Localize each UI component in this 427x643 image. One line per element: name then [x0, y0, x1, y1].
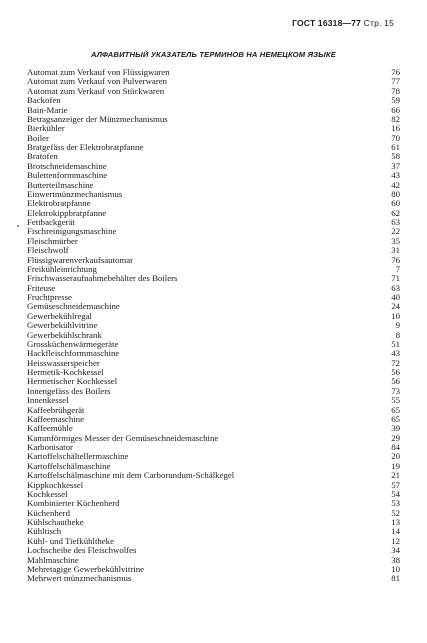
index-term: Bratofen	[27, 152, 58, 162]
index-term: Betragsanzeiger der Münzmechanismus	[27, 114, 168, 124]
index-term: Kühlschautheke	[27, 518, 84, 527]
index-entry	[27, 77, 400, 86]
index-term: Kaffeemühle	[27, 424, 73, 434]
index-entry	[27, 546, 400, 555]
index-page-number: 71	[391, 273, 400, 284]
index-entry	[27, 302, 400, 311]
index-page-number: 39	[391, 423, 400, 434]
index-page-number: 63	[391, 217, 400, 227]
index-entry	[27, 321, 400, 330]
index-entry	[27, 565, 400, 574]
index-page-number: 59	[391, 95, 400, 106]
index-page-number: 62	[391, 207, 400, 218]
index-term: Bain-Marie	[27, 105, 68, 115]
index-term: Grossküchenwärmegeräte	[27, 339, 119, 349]
index-entry	[27, 246, 400, 255]
index-page-number: 38	[391, 554, 400, 565]
index-entry	[27, 443, 400, 452]
index-entry	[27, 218, 400, 227]
index-term: Gewerbekühlvitrine	[27, 321, 98, 331]
index-page-number: 24	[391, 301, 400, 312]
page-header	[292, 18, 394, 28]
index-entry	[27, 471, 400, 480]
index-term: Kartoffelschälmaschine mit dem Carborundum-Schälkegel	[27, 471, 235, 481]
index-term: Heisswasserspeicher	[27, 358, 100, 368]
index-term: Gemüseschneidemaschine	[27, 302, 120, 312]
index-page-number: 76	[391, 67, 400, 77]
index-page-number: 29	[391, 432, 400, 443]
index-term: Butterteilmaschine	[27, 180, 94, 190]
index-term: Elektrobratpfanne	[27, 199, 91, 209]
index-term: Fruchtpresse	[27, 293, 72, 302]
index-page-number: 8	[395, 329, 400, 340]
index-term: Innengefäss des Boilers	[27, 386, 111, 396]
index-entry	[27, 115, 400, 124]
index-term: Freikühleinrichtung	[27, 264, 97, 274]
index-page-number: 55	[391, 395, 400, 406]
index-page-number: 65	[391, 404, 400, 415]
index-page-number: 56	[391, 367, 400, 377]
index-term: Bulettenformmaschine	[27, 171, 108, 181]
index-page-number: 76	[391, 254, 400, 265]
index-term: Automat zum Verkauf von Pulverwaren	[27, 77, 168, 87]
index-page-number: 35	[391, 235, 400, 246]
index-page-number: 21	[391, 470, 400, 481]
index-term: Elektrokippbratpfanne	[27, 208, 107, 218]
index-term: Kartoffelschälmaschine	[27, 461, 111, 471]
index-term: Fleischwolf	[27, 246, 69, 256]
index-entry	[27, 368, 400, 377]
index-page-number: 70	[391, 132, 400, 143]
index-term: Einwertmünzmechanismus	[27, 189, 123, 199]
index-term: Kaffeebrühgerät	[27, 405, 85, 415]
index-entry	[27, 481, 400, 490]
index-page-number: 78	[391, 85, 400, 96]
index-term: Kühltisch	[27, 527, 62, 537]
index-entry	[27, 537, 400, 546]
index-entry	[27, 499, 400, 508]
index-page-number: 82	[391, 113, 400, 124]
index-term: Mahlmaschine	[27, 555, 79, 565]
index-term: Kippkochkessel	[27, 480, 84, 490]
index-entry	[27, 87, 400, 96]
index-entry	[27, 256, 400, 265]
index-page-number: 51	[391, 338, 400, 349]
index-entry	[27, 312, 400, 321]
index-entry	[27, 434, 400, 443]
index-term: Boiler	[27, 133, 49, 143]
index-term: Gewerbekühlregal	[27, 311, 92, 321]
index-term: Kaffeemaschine	[27, 414, 84, 424]
index-entry	[27, 340, 400, 349]
index-entry	[27, 490, 400, 499]
index-page-number: 52	[391, 507, 400, 518]
index-entry	[27, 181, 400, 190]
index-term: Karbonisator	[27, 443, 73, 452]
index-entry	[27, 199, 400, 208]
index-page-number: 56	[391, 376, 400, 387]
index-entry	[27, 162, 400, 171]
index-entry	[27, 349, 400, 358]
index-page-number: 10	[391, 310, 400, 321]
index-entry	[27, 227, 400, 236]
index-entry	[27, 134, 400, 143]
index-entry	[27, 293, 400, 302]
index-entry	[27, 396, 400, 405]
index-entry	[27, 237, 400, 246]
index-page-number: 53	[391, 498, 400, 509]
index-page-number: 22	[391, 226, 400, 237]
page-number: Стр. 15	[363, 18, 394, 28]
index-page-number: 13	[391, 517, 400, 527]
index-term: Innenkessel	[27, 396, 69, 406]
index-page-number: 19	[391, 460, 400, 471]
index-page-number: 84	[391, 442, 400, 452]
index-page-number: 43	[391, 170, 400, 181]
index-page-number: 20	[391, 451, 400, 462]
index-entry	[27, 284, 400, 293]
index-term: Gewerbekühlschrank	[27, 330, 102, 340]
index-term: Bratgefäss der Elektrobratpfanne	[27, 143, 144, 152]
index-entry	[27, 331, 400, 340]
index-page-number: 57	[391, 479, 400, 490]
index-page-number: 42	[391, 179, 400, 190]
term-index-list	[27, 68, 400, 584]
index-entry	[27, 556, 400, 565]
index-entry	[27, 152, 400, 161]
index-page-number: 12	[391, 535, 400, 546]
index-entry	[27, 106, 400, 115]
index-entry	[27, 359, 400, 368]
index-page-number: 16	[391, 123, 400, 134]
index-page-number: 31	[391, 245, 400, 256]
index-page-number: 60	[391, 198, 400, 209]
index-entry	[27, 462, 400, 471]
index-term: Frischwasseraufnahmebehälter des Boilers	[27, 274, 178, 284]
margin-mark	[17, 225, 19, 227]
index-entry	[27, 209, 400, 218]
index-entry	[27, 574, 400, 583]
index-term: Kammförmiges Messer der Gemüseschneidemaschine	[27, 433, 219, 443]
index-term: Bierkühler	[27, 124, 65, 134]
index-page-number: 72	[391, 357, 400, 368]
index-term: Flüssigwarenverkaufsautomat	[27, 255, 133, 265]
index-entry	[27, 424, 400, 433]
standard-number: ГОСТ 16318—77	[292, 18, 362, 28]
index-page-number: 10	[391, 563, 400, 574]
index-term: Kartoffelschältellermaschine	[27, 452, 129, 462]
index-term: Backofen	[27, 96, 61, 106]
index-entry	[27, 387, 400, 396]
index-entry	[27, 68, 400, 77]
index-term: Fettbackgerät	[27, 218, 75, 227]
index-entry	[27, 415, 400, 424]
index-term: Kombinierter Küchenherd	[27, 499, 120, 509]
index-term: Brotschneidemaschine	[27, 161, 107, 171]
index-page-number: 66	[391, 104, 400, 115]
index-entry	[27, 377, 400, 386]
index-page-number: 81	[391, 573, 400, 584]
index-page-number: 63	[391, 282, 400, 293]
index-term: Fischreinigungsmaschine	[27, 227, 117, 237]
index-term: Automat zum Verkauf von Flüssigwaren	[27, 68, 170, 77]
index-term: Automat zum Verkauf von Stückwaren	[27, 86, 165, 96]
index-page-number: 58	[391, 151, 400, 162]
index-entry	[27, 265, 400, 274]
index-entry	[27, 406, 400, 415]
index-term: Kühl- und Tiefkühltheke	[27, 536, 114, 546]
index-entry	[27, 518, 400, 527]
index-page-number: 7	[395, 263, 400, 274]
index-term: Mehretagige Gewerbekühlvitrine	[27, 564, 145, 574]
index-entry	[27, 452, 400, 461]
index-term: Kochkessel	[27, 489, 68, 499]
index-page-number: 9	[395, 320, 400, 331]
index-page-number: 34	[391, 545, 400, 556]
index-entry	[27, 124, 400, 133]
index-term: Mehrwert münzmechanismus	[27, 574, 132, 584]
index-term: Hermetischer Kochkessel	[27, 377, 118, 387]
index-page-number: 37	[391, 160, 400, 171]
index-entry	[27, 96, 400, 105]
index-entry	[27, 143, 400, 152]
index-page-number: 14	[391, 526, 400, 537]
index-entry	[27, 509, 400, 518]
index-term: Hermetik-Kochkessel	[27, 368, 104, 377]
index-entry	[27, 527, 400, 536]
index-page-number: 65	[391, 413, 400, 424]
index-page-number: 40	[391, 292, 400, 302]
index-term: Küchenherd	[27, 508, 70, 518]
index-entry	[27, 190, 400, 199]
index-page-number: 80	[391, 188, 400, 199]
index-page-number: 54	[391, 488, 400, 499]
index-term: Fleischmürber	[27, 236, 78, 246]
index-term: Hackfleischformmaschine	[27, 349, 120, 359]
index-page-number: 77	[391, 76, 400, 87]
index-term: Lochscheibe des Fleischwolfes	[27, 546, 137, 556]
index-title: АЛФАВИТНЫЙ УКАЗАТЕЛЬ ТЕРМИНОВ НА НЕМЕЦКОМ ЯЗЫКЕ	[91, 50, 336, 59]
index-page-number: 43	[391, 348, 400, 359]
index-page-number: 61	[391, 142, 400, 152]
index-page-number: 73	[391, 385, 400, 396]
index-term: Friteuse	[27, 283, 56, 293]
index-entry	[27, 274, 400, 283]
index-entry	[27, 171, 400, 180]
